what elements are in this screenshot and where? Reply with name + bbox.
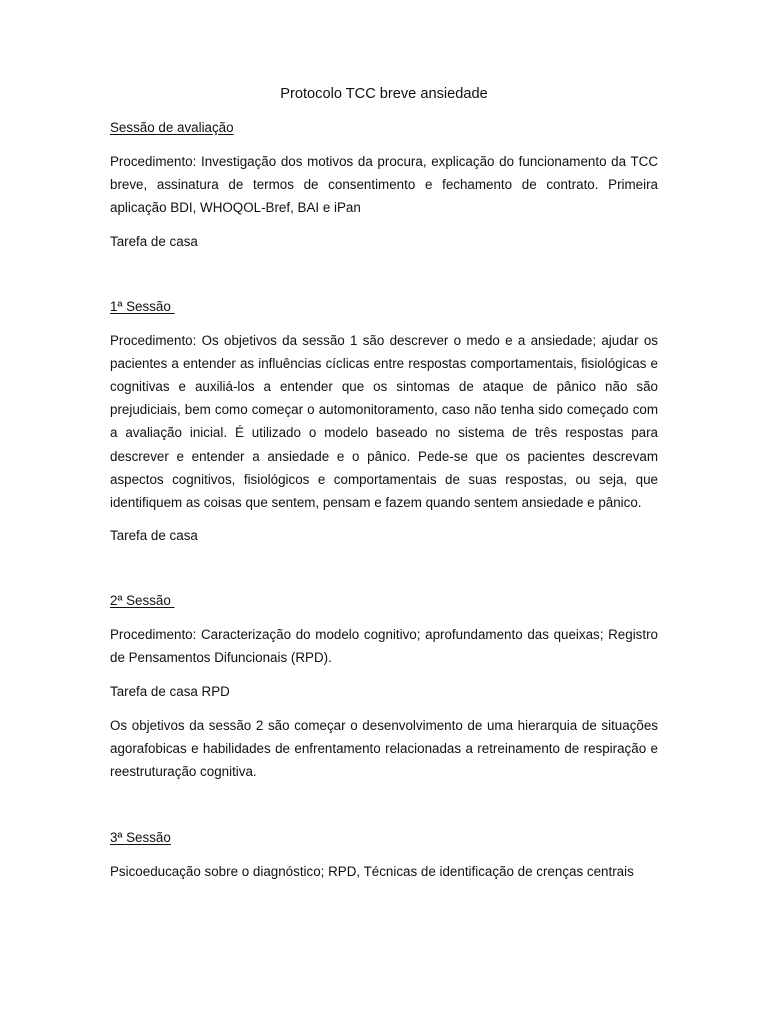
section-heading-sessao-1: 1ª Sessão xyxy=(110,298,175,314)
section-sessao-2-procedure: Procedimento: Caracterização do modelo cognitivo; aprofundamento das queixas; Registro de Pensamentos Difuncionais (RPD). xyxy=(110,627,658,666)
document-title: Protocolo TCC breve ansiedade xyxy=(280,86,488,102)
section-sessao-3-procedure: Psicoeducação sobre o diagnóstico; RPD, Técnicas de identificação de crenças centrais xyxy=(110,864,634,880)
section-heading-avaliacao: Sessão de avaliação xyxy=(110,120,234,135)
section-sessao-2-homework: Tarefa de casa RPD xyxy=(110,683,230,699)
section-avaliacao-homework: Tarefa de casa xyxy=(110,233,198,249)
section-heading-sessao-3: 3ª Sessão xyxy=(110,830,171,846)
section-avaliacao-procedure: Procedimento: Investigação dos motivos da procura, explicação do funcionamento da TCC breve, assinatura de termos de consentimento e fechamento de contrato. Primeira aplicação BDI, WHOQOL-Bref, BAI e iPan xyxy=(110,154,658,216)
section-sessao-2-objectives: Os objetivos da sessão 2 são começar o desenvolvimento de uma hierarquia de situações agorafobicas e habilidades de enfrentamento relacionadas a retreinamento de respiração e reestruturação cognitiva. xyxy=(110,717,658,780)
section-sessao-1-procedure: Procedimento: Os objetivos da sessão 1 são descrever o medo e a ansiedade; ajudar os pacientes a entender as influências cíclicas entre respostas comportamentais, fisiológicas e cognitivas e auxiliá-los a entender que os sintomas de ataque de pânico não são prejudiciais, bem como começar o automonitoramento, caso não tenha sido começado com a avaliação inicial. É utilizado o modelo baseado no sistema de três respostas para descrever e entender a ansiedade e o pânico. Pede-se que os pacientes descrevam aspectos cognitivos, fisiológicos e comportamentais de suas respostas, ou seja, que identifiquem as coisas que sentem, pensam e fazem quando sentem ansiedade e pânico. xyxy=(110,332,658,511)
section-heading-sessao-2: 2ª Sessão xyxy=(110,593,175,609)
document-body xyxy=(110,84,658,883)
section-sessao-1-homework: Tarefa de casa xyxy=(110,528,198,544)
